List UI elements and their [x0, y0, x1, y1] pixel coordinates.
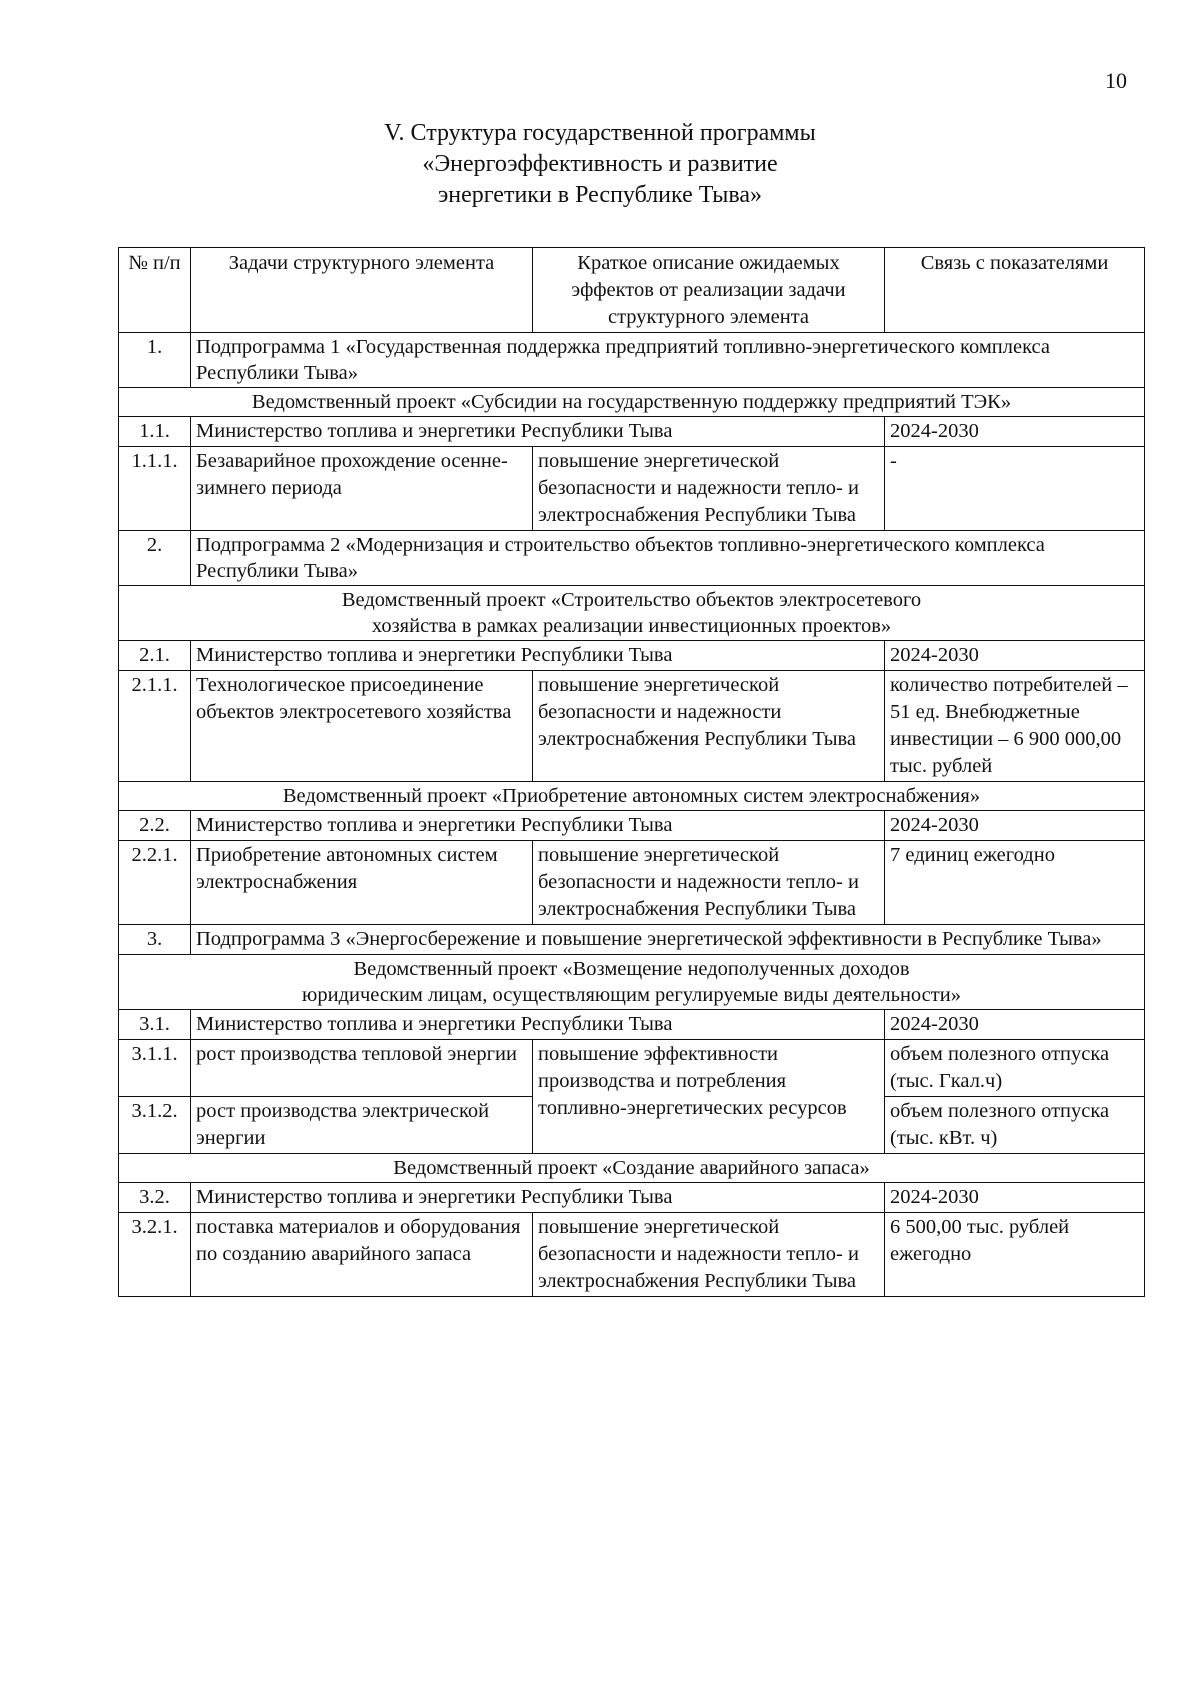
project-title-line: Ведомственный проект «Создание аварийного запаса»: [393, 1157, 870, 1179]
indicator-text: количество потребителей – 51 ед. Внебюджетные инвестиции – 6 900 000,00 тыс. рублей: [885, 671, 1145, 782]
table-row: [119, 447, 1145, 531]
project-title-line: хозяйства в рамках реализации инвестиционных проектов»: [371, 615, 892, 637]
effect-text: повышение энергетической безопасности и надежности тепло- и электроснабжения Республики Тыва: [533, 1213, 885, 1297]
title-line: «Энергоэффективность и развитие: [422, 151, 778, 177]
header-link: Связь с показателями: [885, 248, 1145, 333]
table-row: [119, 841, 1145, 925]
task-text: поставка материалов и оборудования по созданию аварийного запаса: [191, 1213, 533, 1297]
row-number: 2.1.: [119, 641, 191, 671]
period: 2024-2030: [885, 1183, 1145, 1213]
subprogram-title: Подпрограмма 3 «Энергосбережение и повышение энергетической эффективности в Республике Тыва»: [191, 925, 1145, 955]
title-line: энергетики в Республике Тыва»: [437, 182, 762, 208]
effect-text: повышение энергетической безопасности и надежности тепло- и электроснабжения Республики Тыва: [533, 447, 885, 531]
row-number: 2.1.1.: [119, 671, 191, 782]
table-body: [119, 333, 1145, 1297]
row-number: 3.2.: [119, 1183, 191, 1213]
project-title: [119, 586, 1145, 641]
table-row: [119, 641, 1145, 671]
effect-text: повышение энергетической безопасности и надежности электроснабжения Республики Тыва: [533, 671, 885, 782]
header-effect: Краткое описание ожидаемых эффектов от реализации задачи структурного элемента: [533, 248, 885, 333]
project-title: [119, 1154, 1145, 1183]
ministry-name: Министерство топлива и энергетики Республики Тыва: [191, 641, 885, 671]
period: 2024-2030: [885, 811, 1145, 841]
row-number: 3.1.2.: [119, 1097, 191, 1154]
indicator-text: 7 единиц ежегодно: [885, 841, 1145, 925]
ministry-name: Министерство топлива и энергетики Республики Тыва: [191, 1183, 885, 1213]
document-title: [0, 118, 1200, 211]
page-number: 10: [1105, 68, 1127, 93]
period: 2024-2030: [885, 417, 1145, 447]
project-title-line: Ведомственный проект «Строительство объектов электросетевого: [341, 589, 922, 611]
row-number: 1.1.: [119, 417, 191, 447]
project-title-line: Ведомственный проект «Субсидии на государственную поддержку предприятий ТЭК»: [251, 391, 1012, 413]
effect-text: повышение энергетической безопасности и надежности тепло- и электроснабжения Республики Тыва: [533, 841, 885, 925]
period: 2024-2030: [885, 1010, 1145, 1040]
table-row: [119, 417, 1145, 447]
project-title-line: Ведомственный проект «Возмещение недополученных доходов: [353, 958, 910, 980]
table-row: [119, 955, 1145, 1010]
table-header-row: [119, 248, 1145, 333]
table-row: [119, 1183, 1145, 1213]
ministry-name: Министерство топлива и энергетики Республики Тыва: [191, 811, 885, 841]
table-row: [119, 388, 1145, 417]
effect-text: повышение эффективности производства и потребления топливно-энергетических ресурсов: [533, 1040, 885, 1154]
table-row: [119, 782, 1145, 811]
title-line: V. Структура государственной программы: [384, 120, 816, 146]
row-number: 2.2.: [119, 811, 191, 841]
task-text: Технологическое присоединение объектов электросетевого хозяйства: [191, 671, 533, 782]
project-title: [119, 388, 1145, 417]
row-number: 3.: [119, 925, 191, 955]
project-title: [119, 782, 1145, 811]
row-number: 2.2.1.: [119, 841, 191, 925]
table-row: [119, 333, 1145, 388]
indicator-text: 6 500,00 тыс. рублей ежегодно: [885, 1213, 1145, 1297]
row-number: 1.: [119, 333, 191, 388]
row-number: 3.1.1.: [119, 1040, 191, 1097]
task-text: рост производства электрической энергии: [191, 1097, 533, 1154]
subprogram-title: Подпрограмма 2 «Модернизация и строительство объектов топливно-энергетического комплекса Республики Тыва»: [191, 531, 1145, 586]
row-number: 3.2.1.: [119, 1213, 191, 1297]
table-row: [119, 1010, 1145, 1040]
table-row: [119, 1040, 1145, 1097]
header-task: Задачи структурного элемента: [191, 248, 533, 333]
ministry-name: Министерство топлива и энергетики Республики Тыва: [191, 417, 885, 447]
table-row: [119, 1154, 1145, 1183]
project-title-line: юридическим лицам, осуществляющим регулируемые виды деятельности»: [302, 984, 961, 1006]
table-row: [119, 531, 1145, 586]
table-row: [119, 925, 1145, 955]
project-title-line: Ведомственный проект «Приобретение автономных систем электроснабжения»: [282, 785, 981, 807]
table-row: [119, 586, 1145, 641]
row-number: 1.1.1.: [119, 447, 191, 531]
table-row: [119, 671, 1145, 782]
project-title: [119, 955, 1145, 1010]
subprogram-title: Подпрограмма 1 «Государственная поддержка предприятий топливно-энергетического комплекса Республики Тыва»: [191, 333, 1145, 388]
program-structure-table: [118, 247, 1145, 1297]
table-row: [119, 811, 1145, 841]
indicator-text: объем полезного отпуска (тыс. Гкал.ч): [885, 1040, 1145, 1097]
row-number: 3.1.: [119, 1010, 191, 1040]
task-text: Безаварийное прохождение осенне-зимнего периода: [191, 447, 533, 531]
indicator-text: -: [885, 447, 1145, 531]
header-num: № п/п: [119, 248, 191, 333]
period: 2024-2030: [885, 641, 1145, 671]
task-text: рост производства тепловой энергии: [191, 1040, 533, 1097]
ministry-name: Министерство топлива и энергетики Республики Тыва: [191, 1010, 885, 1040]
table-row: [119, 1213, 1145, 1297]
task-text: Приобретение автономных систем электроснабжения: [191, 841, 533, 925]
indicator-text: объем полезного отпуска (тыс. кВт. ч): [885, 1097, 1145, 1154]
row-number: 2.: [119, 531, 191, 586]
